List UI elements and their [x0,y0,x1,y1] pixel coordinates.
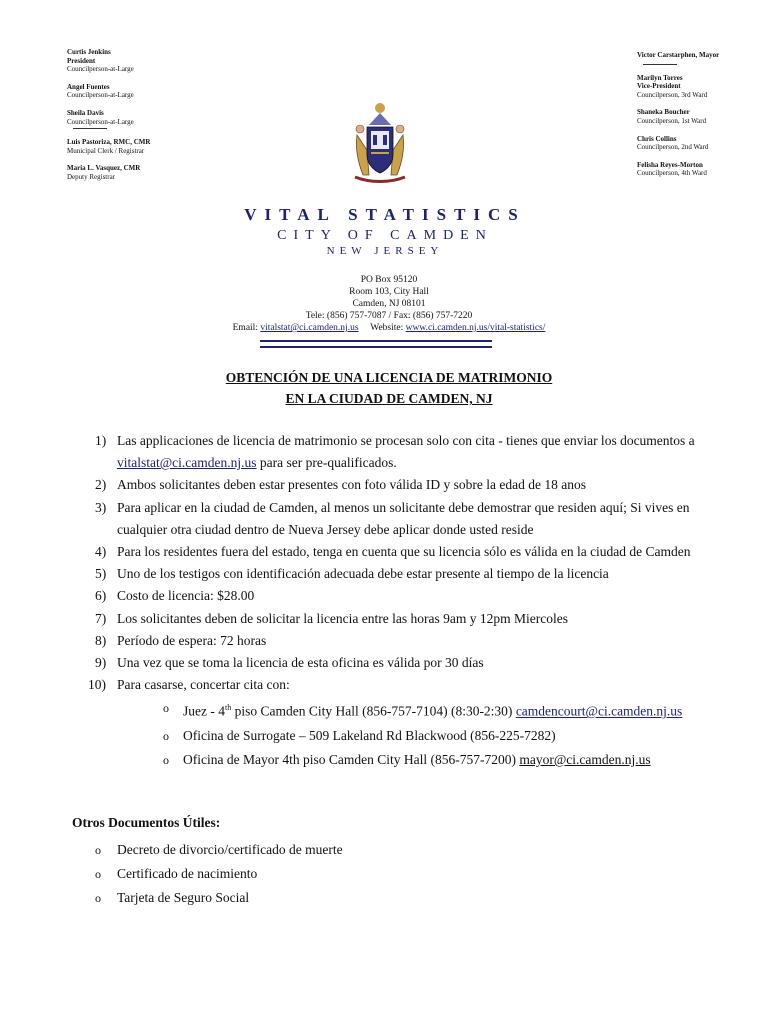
item-text: Una vez que se toma la licencia de esta oficina es válida por 30 días [117,655,484,671]
official-role: Vice-President [637,82,681,91]
official-role: President [67,56,96,65]
official-role: Councilperson-at-Large [67,117,134,126]
requirements-list [88,430,735,772]
officials-right-column [637,51,757,187]
appointment-sublist [117,696,735,772]
item-text: Ambos solicitantes deben estar presentes con foto válida ID y sobre la edad de 18 anos [117,477,586,493]
item-text: Para aplicar en la ciudad de Camden, al menos un solicitante debe demostrar que residen aquí; Si vives en cualquier otra ciudad dentro de Nueva Jersey debe aplicar donde usted reside [117,499,690,537]
heading-line-2: EN LA CIUDAD DE CAMDEN, NJ [285,391,493,406]
email-link[interactable]: mayor@ci.camden.nj.us [519,751,651,767]
list-item: o Tarjeta de Seguro Social [95,890,250,905]
list-item: 3) Para aplicar en la ciudad de Camden, al menos un solicitante debe demostrar que residen aquí; Si vives en cualquier otra ciudad dentro de Nueva Jersey debe aplicar donde usted reside [95,499,690,537]
list-item: 4) Para los residentes fuera del estado, tenga en cuenta que su licencia sólo es válida en la ciudad de Camden [95,544,691,560]
sub-list-item: o Oficina de Mayor 4th piso Camden City Hall (856-757-7200) mayor@ci.camden.nj.us [163,751,651,767]
list-item: 10) Para casarse, concertar cita con: o Juez - 4th piso Camden City Hall (856-757-7104) (8:30-2:30) camdencourt@ci.camden.nj.us o Oficina de Surrogate – 509 Lakeland Rd Blackwood (856-225-7282) o Oficina de Mayor 4th piso Camden City Hall (856-757-7200) mayor@ci.camden.nj.us [95,674,735,772]
list-item: 2) Ambos solicitantes deben estar presentes con foto válida ID y sobre la edad de 18 anos [95,477,586,493]
item-text: Costo de licencia: $28.00 [117,588,255,604]
item-text: Oficina de Mayor 4th piso Camden City Hall (856-757-7200) [183,751,520,767]
item-text: Las applicaciones de licencia de matrimonio se procesan solo con cita - tienes que enviar los documentos a [117,433,695,448]
po-box: PO Box 95120 [360,275,418,285]
item-text: para ser pre-qualificados. [256,455,397,471]
other-documents-list [95,838,343,910]
item-text: Juez - 4 [183,703,225,719]
item-text: Uno de los testigos con identificación adecuada debe estar presente al tiempo de la licencia [117,566,609,582]
official-role: Municipal Clerk / Registrar [67,146,145,155]
official-entry [67,83,267,100]
other-documents-title: Otros Documentos Útiles: [72,815,221,830]
official-entry [67,48,267,74]
superscript: th [224,703,232,713]
city-name: CITY OF CAMDEN [277,228,493,243]
official-name: Shaneka Boucher [637,108,690,117]
email-website-line [0,322,770,334]
divider [643,64,677,65]
item-text: Período de espera: 72 horas [117,632,267,648]
divider [73,128,107,129]
office-title-block [0,205,770,257]
official-name: Sheila Davis [67,108,104,117]
list-item: o Certificado de nacimiento [95,866,258,881]
list-item: 6) Costo de licencia: $28.00 [95,588,255,604]
official-name: Chris Collins [637,134,677,143]
phone-fax: Tele: (856) 757-7087 / Fax: (856) 757-7220 [305,311,473,321]
official-name: Felisha Reyes-Morton [637,160,703,169]
item-text: Para casarse, concertar cita con: [117,677,290,693]
item-text: piso Camden City Hall (856-757-7104) (8:30-2:30) [231,703,516,719]
list-item: 1) Las applicaciones de licencia de matrimonio se procesan solo con cita - tienes que enviar los documentos a vitalstat@ci.camden.nj.us para ser pre-qualificados. [95,433,695,471]
official-name: Curtis Jenkins [67,48,111,56]
list-item: 9) Una vez que se toma la licencia de esta oficina es válida por 30 días [95,655,484,671]
official-name: Marilyn Torres [637,73,683,82]
official-name: Maria L. Vasquez, CMR [67,164,141,173]
official-entry [67,164,267,181]
page-heading [0,367,770,409]
office-title: VITAL STATISTICS [244,205,526,224]
official-role: Councilperson-at-Large [67,65,134,74]
official-entry [637,135,757,152]
official-entry [67,138,267,155]
official-role: Councilperson, 1st Ward [637,116,707,125]
list-item: o Decreto de divorcio/certificado de muerte [95,842,343,857]
list-item: 5) Uno de los testigos con identificación adecuada debe estar presente al tiempo de la licencia [95,566,609,582]
official-entry [637,51,757,60]
room: Room 103, City Hall [349,287,429,297]
official-entry [637,108,757,125]
official-role: Councilperson-at-Large [67,91,134,100]
sub-list-item: o Juez - 4th piso Camden City Hall (856-757-7104) (8:30-2:30) camdencourt@ci.camden.nj.us [163,701,683,719]
city-line: Camden, NJ 08101 [352,299,426,309]
official-name: Luis Pastoriza, RMC, CMR [67,138,151,147]
item-text: Tarjeta de Seguro Social [117,890,250,905]
official-role: Councilperson, 4th Ward [637,169,707,178]
sub-list-item: o Oficina de Surrogate – 509 Lakeland Rd Blackwood (856-225-7282) [163,727,556,743]
list-item: 7) Los solicitantes deben de solicitar la licencia entre las horas 9am y 12pm Miercoles [95,610,568,626]
official-name: Victor Carstarphen, Mayor [637,51,720,59]
item-text: Decreto de divorcio/certificado de muerte [117,842,343,857]
official-role: Deputy Registrar [67,172,116,181]
state-name: NEW JERSEY [326,245,444,257]
heading-line-1: OBTENCIÓN DE UNA LICENCIA DE MATRIMONIO [225,370,553,385]
website-link[interactable]: www.ci.camden.nj.us/vital-statistics/ [405,323,546,333]
item-text: Para los residentes fuera del estado, tenga en cuenta que su licencia sólo es válida en la ciudad de Camden [117,544,691,560]
email-link[interactable]: vitalstat@ci.camden.nj.us [260,323,359,333]
city-seal-icon [345,95,415,185]
official-role: Councilperson, 2nd Ward [637,143,709,152]
double-divider [260,340,492,348]
officials-left-column [67,48,267,191]
website-label: Website: [370,323,404,333]
list-item: 8) Período de espera: 72 horas [95,632,267,648]
official-entry [67,109,267,126]
email-link[interactable]: vitalstat@ci.camden.nj.us [117,455,257,471]
item-text: Los solicitantes deben de solicitar la licencia entre las horas 9am y 12pm Miercoles [117,610,568,626]
email-link[interactable]: camdencourt@ci.camden.nj.us [515,703,683,719]
official-name: Angel Fuentes [67,82,110,91]
contact-block [0,274,770,334]
email-label: Email: [232,323,258,333]
item-text: Oficina de Surrogate – 509 Lakeland Rd Blackwood (856-225-7282) [183,727,556,743]
official-entry [637,74,757,100]
official-role: Councilperson, 3rd Ward [637,90,708,99]
official-entry [637,161,757,178]
item-text: Certificado de nacimiento [117,866,258,881]
